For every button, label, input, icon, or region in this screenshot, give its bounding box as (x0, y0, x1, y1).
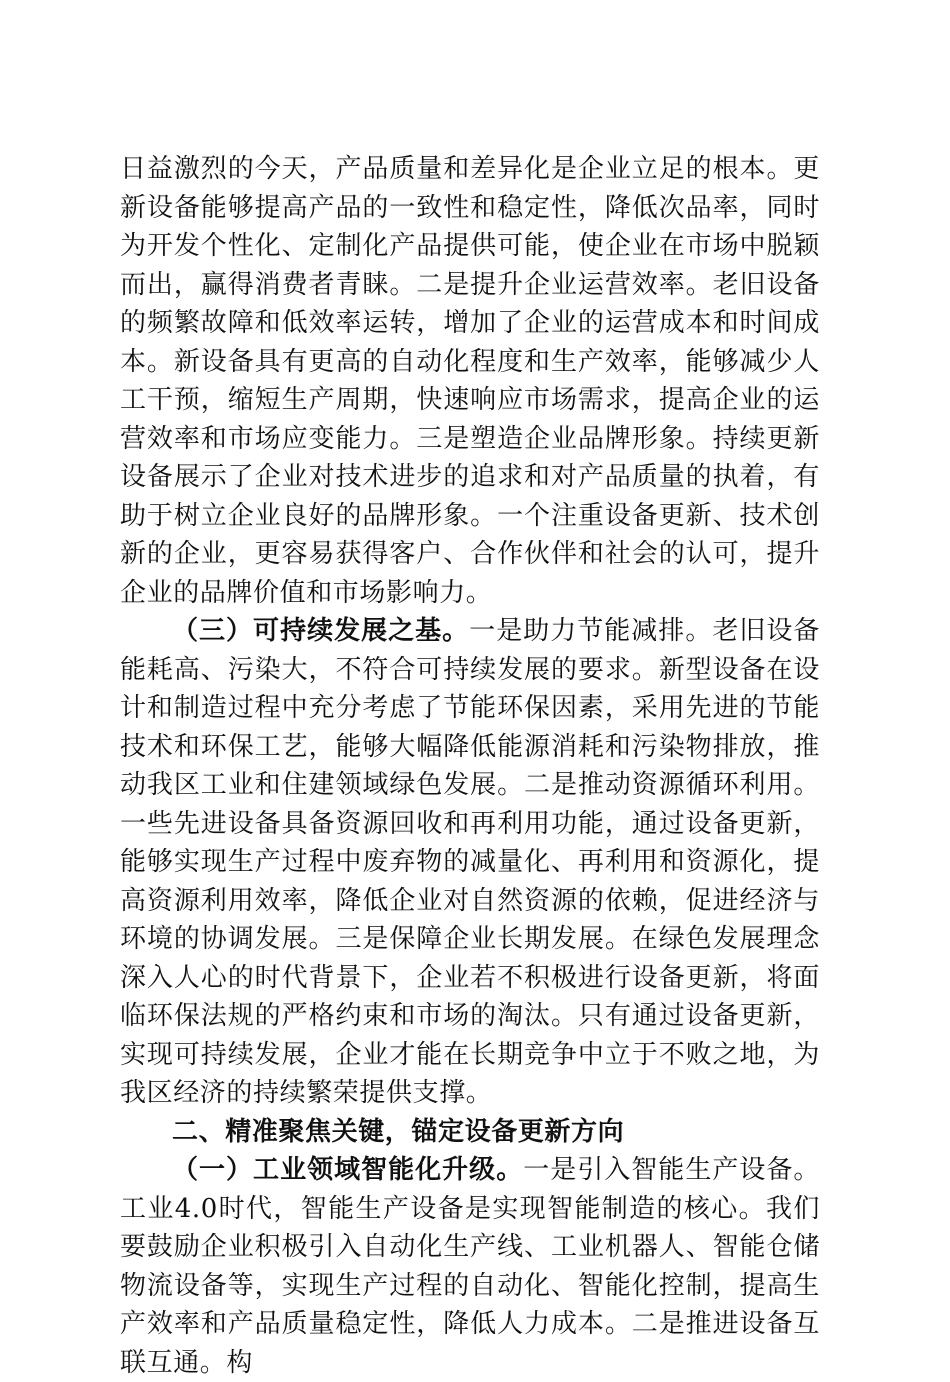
section-lead-sustainable: （三）可持续发展之基。 (172, 616, 470, 646)
paragraph-competitiveness: 日益激烈的今天，产品质量和差异化是企业立足的根本。更新设备能够提高产品的一致性和稳定性，降低次品率，同时为开发个性化、定制化产品提供可能，使企业在市场中脱颖而出，赢得消费者青睐。二是提升企业运营效率。老旧设备的频繁故障和低效率运转，增加了企业的运营成本和时间成本。新设备具有更高的自动化程度和生产效率，能够减少人工干预，缩短生产周期，快速响应市场需求，提高企业的运营效率和市场应变能力。三是塑造企业品牌形象。持续更新设备展示了企业对技术进步的追求和对产品质量的执着，有助于树立企业良好的品牌形象。一个注重设备更新、技术创新的企业，更容易获得客户、合作伙伴和社会的认可，提升企业的品牌价值和市场影响力。 (120, 154, 820, 608)
document-body (120, 150, 820, 1382)
section-heading-two: 二、精准聚焦关键，锚定设备更新方向 (172, 1116, 625, 1147)
paragraph-body-industrial: 一是引入智能生产设备。工业4.0时代，智能生产设备是实现智能制造的核心。我们要鼓励企业积极引入自动化生产线、工业机器人、智能仓储物流设备等，实现生产过程的自动化、智能化控制，提高生产效率和产品质量稳定性，降低人力成本。二是推进设备互联互通。构 (120, 1155, 820, 1378)
section-lead-industrial: （一）工业领域智能化升级。 (172, 1155, 524, 1185)
paragraph-body-sustainable: 一是助力节能减排。老旧设备能耗高、污染大，不符合可持续发展的要求。新型设备在设计和制造过程中充分考虑了节能环保因素，采用先进的节能技术和环保工艺，能够大幅降低能源消耗和污染物排放，推动我区工业和住建领域绿色发展。二是推动资源循环利用。一些先进设备具备资源回收和再利用功能，通过设备更新，能够实现生产过程中废弃物的减量化、再利用和资源化，提高资源利用效率，降低企业对自然资源的依赖，促进经济与环境的协调发展。三是保障企业长期发展。在绿色发展理念深入人心的时代背景下，企业若不积极进行设备更新，将面临环保法规的严格约束和市场的淘汰。只有通过设备更新，实现可持续发展，企业才能在长期竞争中立于不败之地，为我区经济的持续繁荣提供支撑。 (120, 616, 820, 1108)
paragraph-sustainable-development (120, 612, 820, 1113)
paragraph-industrial-upgrade (120, 1151, 820, 1382)
